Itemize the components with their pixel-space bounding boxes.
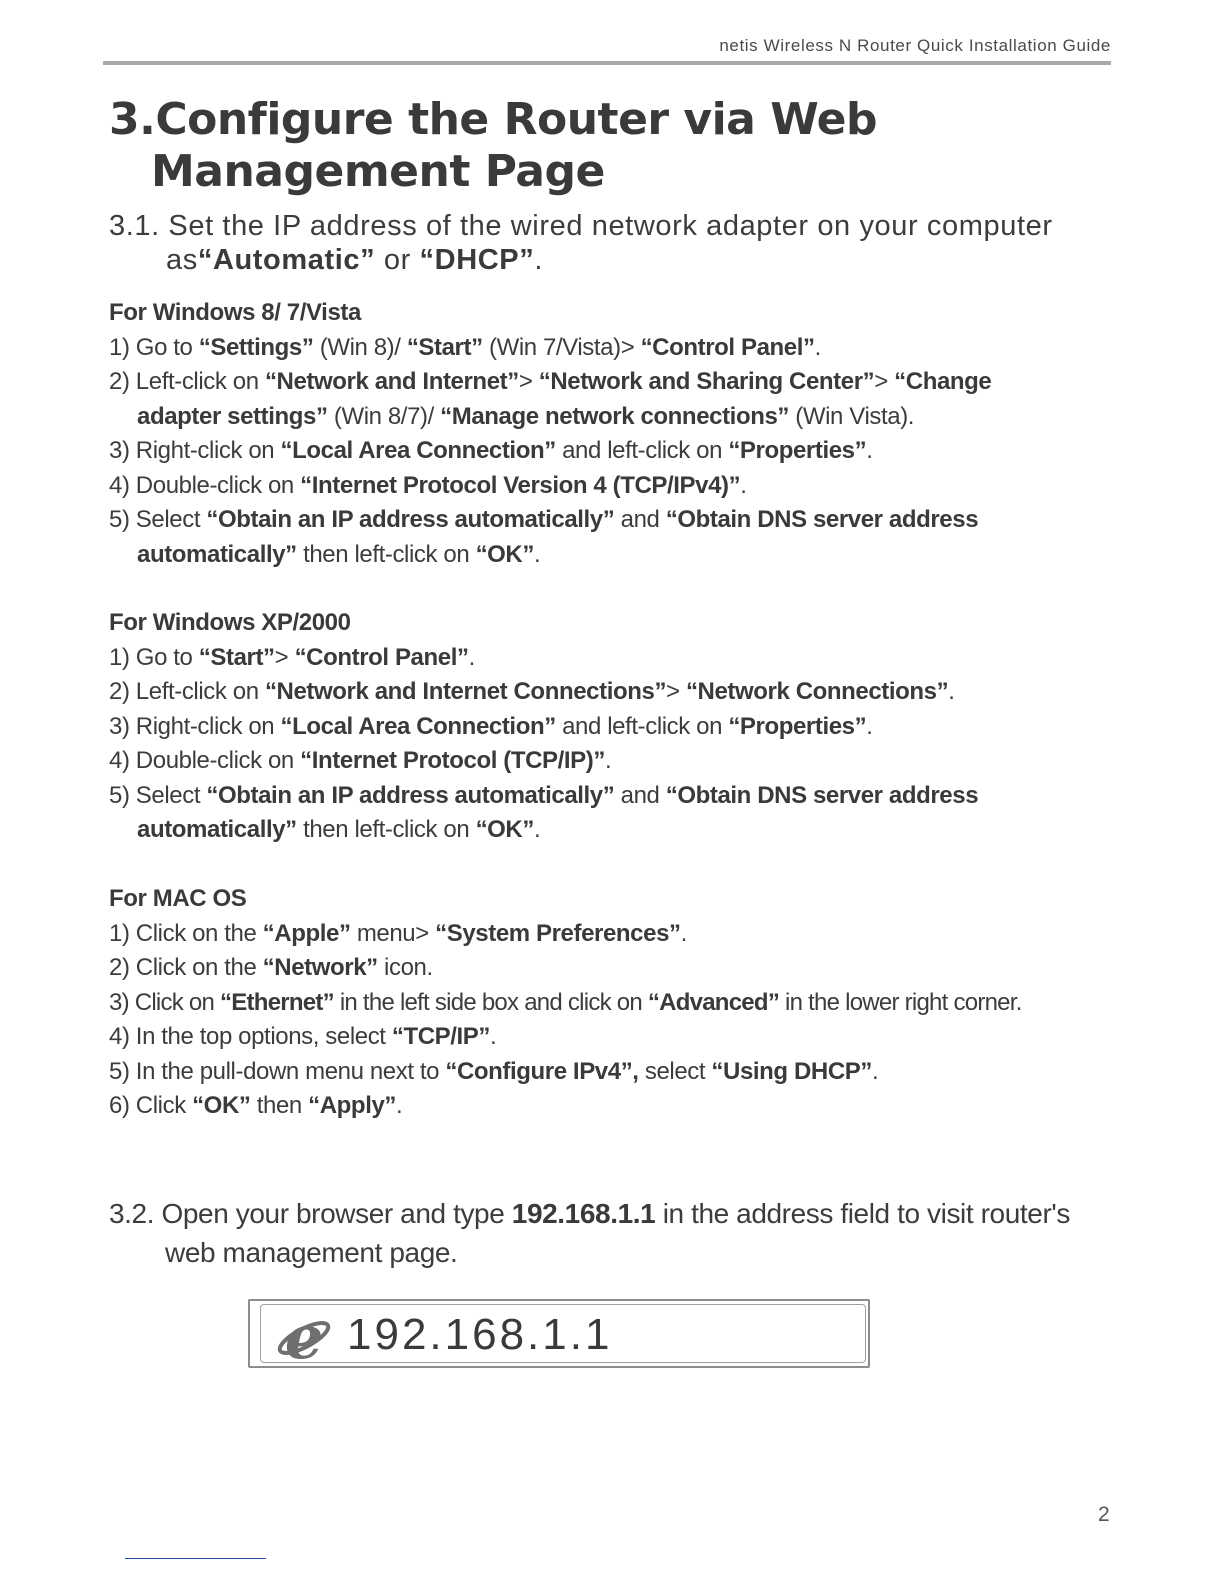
list-item: 5) Select “Obtain an IP address automatically” and “Obtain DNS server address: [109, 781, 979, 809]
step-3-1-heading: [109, 209, 1119, 277]
list-item: 4) Double-click on “Internet Protocol Version 4 (TCP/IPv4)”.: [109, 471, 747, 499]
footer-divider: [125, 1558, 266, 1559]
list-item: 6) Click “OK” then “Apply”.: [109, 1092, 403, 1119]
page-title-line-2: Management Page: [151, 146, 605, 197]
svg-text:e: e: [284, 1305, 324, 1365]
list-item: 5) Select “Obtain an IP address automatically” and “Obtain DNS server address: [109, 506, 979, 533]
browser-address-bar-illustration: [248, 1299, 870, 1368]
list-item: 3) Right-click on “Local Area Connection” and left-click on “Properties”.: [109, 712, 873, 740]
header-divider: [103, 61, 1111, 65]
list-item: 2) Left-click on “Network and Internet Connections”> “Network Connections”.: [109, 678, 955, 705]
page-number: 2: [1098, 1503, 1110, 1526]
list-item: 3) Click on “Ethernet” in the left side box and click on “Advanced” in the lower right corner.: [109, 988, 1022, 1016]
windows-xp-2000-section: [109, 606, 1149, 848]
page-title-line-1: 3.Configure the Router via Web: [109, 94, 877, 145]
mac-os-section: [109, 882, 1149, 1124]
list-item: 1) Go to “Start”> “Control Panel”.: [109, 643, 475, 671]
automatic-term: “Automatic”: [197, 244, 376, 276]
list-item: 4) In the top options, select “TCP/IP”.: [109, 1023, 497, 1050]
list-item: 2) Left-click on “Network and Internet”> “Network and Sharing Center”> “Change: [109, 368, 992, 395]
list-item: 4) Double-click on “Internet Protocol (TCP/IP)”.: [109, 747, 612, 774]
router-ip-address: 192.168.1.1: [511, 1198, 656, 1229]
list-item: 1) Go to “Settings” (Win 8)/ “Start” (Win 7/Vista)> “Control Panel”.: [109, 333, 821, 361]
list-item-continuation: automatically” then left-click on “OK”.: [137, 816, 541, 843]
section-title: For Windows 8/ 7/Vista: [109, 299, 361, 326]
address-value: 192.168.1.1: [347, 1310, 613, 1359]
list-item: 5) In the pull-down menu next to “Configure IPv4”, select “Using DHCP”.: [109, 1057, 879, 1085]
list-item: 1) Click on the “Apple” menu> “System Preferences”.: [109, 919, 687, 947]
list-item-continuation: automatically” then left-click on “OK”.: [137, 540, 541, 568]
dhcp-term: “DHCP”: [419, 244, 535, 276]
step-3-2-heading: 3.2. Open your browser and type 192.168.1.1 in the address field to visit router's web management page.: [109, 1198, 1070, 1268]
step-3-1-line-2: as“Automatic” or “DHCP”.: [166, 244, 543, 276]
running-header: netis Wireless N Router Quick Installation Guide: [719, 36, 1111, 55]
step-3-1-text: 3.1. Set the IP address of the wired network adapter on your computer: [109, 210, 1053, 242]
section-title: For Windows XP/2000: [109, 609, 351, 636]
page-title: [109, 94, 1109, 198]
list-item-continuation: adapter settings” (Win 8/7)/ “Manage network connections” (Win Vista).: [137, 402, 915, 430]
list-item: 3) Right-click on “Local Area Connection” and left-click on “Properties”.: [109, 437, 873, 464]
section-title: For MAC OS: [109, 885, 247, 912]
list-item: 2) Click on the “Network” icon.: [109, 954, 433, 981]
windows-8-7-vista-section: [109, 296, 1149, 572]
internet-explorer-icon: [274, 1305, 334, 1365]
